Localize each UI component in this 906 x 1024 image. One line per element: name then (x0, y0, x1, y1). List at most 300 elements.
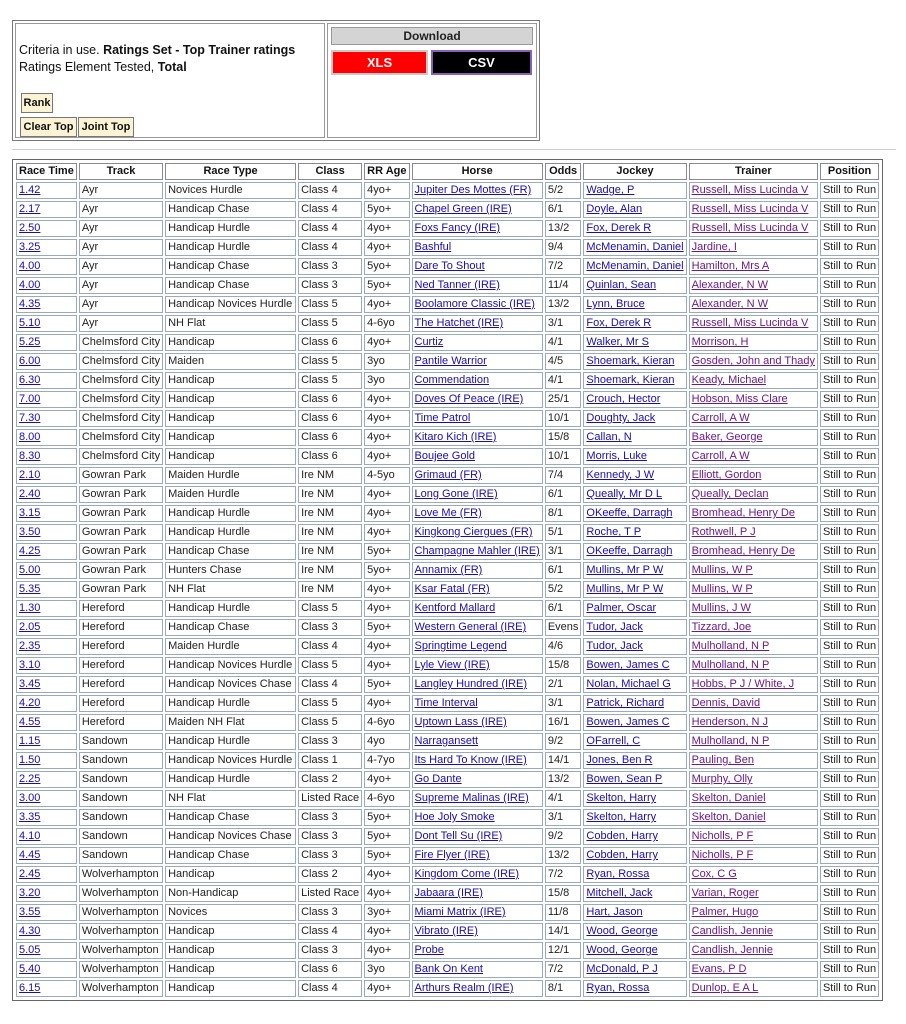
race-time-link[interactable]: 4.45 (16, 847, 77, 864)
horse-link[interactable]: Champagne Mahler (IRE) (412, 543, 543, 560)
jockey-link[interactable]: Bowen, Sean P (583, 771, 686, 788)
cell-rr-age: 4yo+ (364, 695, 409, 712)
trainer-link[interactable]: Queally, Declan (689, 486, 818, 503)
horse-link[interactable]: Kitaro Kich (IRE) (412, 429, 543, 446)
cell-race-type: Handicap Novices Hurdle (165, 752, 296, 769)
cell-class: Ire NM (298, 505, 362, 522)
cell-odds: 8/1 (545, 505, 582, 522)
jockey-link[interactable]: Wood, George (583, 942, 686, 959)
trainer-link[interactable]: Evans, P D (689, 961, 818, 978)
cell-position: Still to Run (820, 885, 879, 902)
jockey-link[interactable]: Jones, Ben R (583, 752, 686, 769)
table-row (16, 847, 879, 864)
jockey-link[interactable]: Shoemark, Kieran (583, 372, 686, 389)
race-time-link[interactable]: 2.17 (16, 201, 77, 218)
horse-link[interactable]: Pantile Warrior (412, 353, 543, 370)
race-time-link[interactable]: 4.20 (16, 695, 77, 712)
cell-odds: 14/1 (545, 923, 582, 940)
horse-link[interactable]: Kentford Mallard (412, 600, 543, 617)
cell-rr-age: 4yo (364, 733, 409, 750)
table-row (16, 790, 879, 807)
jockey-link[interactable]: Hart, Jason (583, 904, 686, 921)
race-time-link[interactable]: 5.10 (16, 315, 77, 332)
horse-link[interactable]: Grimaud (FR) (412, 467, 543, 484)
cell-track: Wolverhampton (79, 942, 163, 959)
table-row (16, 923, 879, 940)
trainer-link[interactable]: Mulholland, N P (689, 733, 818, 750)
cell-track: Sandown (79, 752, 163, 769)
trainer-link[interactable]: Gosden, John and Thady (689, 353, 818, 370)
trainer-link[interactable]: Skelton, Daniel (689, 790, 818, 807)
horse-link[interactable]: Dare To Shout (412, 258, 543, 275)
cell-race-type: Maiden NH Flat (165, 714, 296, 731)
table-row (16, 505, 879, 522)
ratings-set: Ratings Set - Top Trainer ratings (103, 43, 296, 57)
download-cell (327, 23, 537, 138)
race-time-link[interactable]: 2.35 (16, 638, 77, 655)
trainer-link[interactable]: Henderson, N J (689, 714, 818, 731)
horse-link[interactable]: Foxs Fancy (IRE) (412, 220, 543, 237)
cell-race-type: Handicap Chase (165, 809, 296, 826)
horse-link[interactable]: Annamix (FR) (412, 562, 543, 579)
race-time-link[interactable]: 5.00 (16, 562, 77, 579)
race-time-link[interactable]: 4.35 (16, 296, 77, 313)
trainer-link[interactable]: Jardine, I (689, 239, 818, 256)
cell-rr-age: 5yo+ (364, 543, 409, 560)
cell-position: Still to Run (820, 676, 879, 693)
jockey-link[interactable]: Doughty, Jack (583, 410, 686, 427)
trainer-link[interactable]: Dunlop, E A L (689, 980, 818, 997)
column-header-position: Position (820, 163, 879, 180)
cell-race-type: Handicap Novices Chase (165, 676, 296, 693)
cell-race-type: Handicap Hurdle (165, 524, 296, 541)
cell-rr-age: 4yo+ (364, 866, 409, 883)
trainer-link[interactable]: Russell, Miss Lucinda V (689, 182, 818, 199)
cell-rr-age: 3yo (364, 372, 409, 389)
table-row (16, 391, 879, 408)
trainer-link[interactable]: Baker, George (689, 429, 818, 446)
race-time-link[interactable]: 1.30 (16, 600, 77, 617)
cell-track: Hereford (79, 657, 163, 674)
jockey-link[interactable]: Ryan, Rossa (583, 866, 686, 883)
trainer-link[interactable]: Mullins, W P (689, 562, 818, 579)
cell-class: Listed Race (298, 885, 362, 902)
horse-link[interactable]: Supreme Malinas (IRE) (412, 790, 543, 807)
jockey-link[interactable]: McMenamin, Daniel (583, 258, 686, 275)
cell-class: Class 2 (298, 866, 362, 883)
race-time-link[interactable]: 1.42 (16, 182, 77, 199)
race-time-link[interactable]: 2.50 (16, 220, 77, 237)
table-row (16, 353, 879, 370)
trainer-link[interactable]: Bromhead, Henry De (689, 543, 818, 560)
trainer-link[interactable]: Alexander, N W (689, 277, 818, 294)
jockey-link[interactable]: Skelton, Harry (583, 809, 686, 826)
jockey-link[interactable]: Tudor, Jack (583, 619, 686, 636)
cell-class: Ire NM (298, 486, 362, 503)
race-time-link[interactable]: 7.30 (16, 410, 77, 427)
trainer-link[interactable]: Carroll, A W (689, 448, 818, 465)
cell-track: Hereford (79, 638, 163, 655)
jockey-link[interactable]: Ryan, Rossa (583, 980, 686, 997)
cell-odds: 11/8 (545, 904, 582, 921)
cell-position: Still to Run (820, 505, 879, 522)
cell-rr-age: 4yo+ (364, 410, 409, 427)
race-time-link[interactable]: 4.30 (16, 923, 77, 940)
horse-link[interactable]: Narragansett (412, 733, 543, 750)
cell-track: Hereford (79, 676, 163, 693)
horse-link[interactable]: Kingdom Come (IRE) (412, 866, 543, 883)
trainer-link[interactable]: Keady, Michael (689, 372, 818, 389)
cell-track: Wolverhampton (79, 885, 163, 902)
trainer-link[interactable]: Pauling, Ben (689, 752, 818, 769)
trainer-link[interactable]: Mulholland, N P (689, 638, 818, 655)
horse-link[interactable]: Lyle View (IRE) (412, 657, 543, 674)
rank-button[interactable]: Rank (21, 93, 53, 113)
trainer-link[interactable]: Dennis, David (689, 695, 818, 712)
trainer-link[interactable]: Skelton, Daniel (689, 809, 818, 826)
horse-link[interactable]: Uptown Lass (IRE) (412, 714, 543, 731)
jockey-link[interactable]: OFarrell, C (583, 733, 686, 750)
cell-position: Still to Run (820, 410, 879, 427)
trainer-link[interactable]: Palmer, Hugo (689, 904, 818, 921)
horse-link[interactable]: Chapel Green (IRE) (412, 201, 543, 218)
horse-link[interactable]: Miami Matrix (IRE) (412, 904, 543, 921)
race-time-link[interactable]: 6.00 (16, 353, 77, 370)
jockey-link[interactable]: Doyle, Alan (583, 201, 686, 218)
trainer-link[interactable]: Nicholls, P F (689, 828, 818, 845)
jockey-link[interactable]: Quinlan, Sean (583, 277, 686, 294)
trainer-link[interactable]: Candlish, Jennie (689, 942, 818, 959)
cell-position: Still to Run (820, 353, 879, 370)
jockey-link[interactable]: Roche, T P (583, 524, 686, 541)
trainer-link[interactable]: Morrison, H (689, 334, 818, 351)
cell-race-type: Handicap (165, 866, 296, 883)
cell-position: Still to Run (820, 391, 879, 408)
jockey-link[interactable]: Crouch, Hector (583, 391, 686, 408)
horse-link[interactable]: Probe (412, 942, 543, 959)
cell-rr-age: 4yo+ (364, 486, 409, 503)
horse-link[interactable]: Time Patrol (412, 410, 543, 427)
race-time-link[interactable]: 5.35 (16, 581, 77, 598)
cell-odds: 3/1 (545, 543, 582, 560)
table-row (16, 866, 879, 883)
trainer-link[interactable]: Candlish, Jennie (689, 923, 818, 940)
horse-link[interactable]: Long Gone (IRE) (412, 486, 543, 503)
trainer-link[interactable]: Hamilton, Mrs A (689, 258, 818, 275)
trainer-link[interactable]: Mullins, J W (689, 600, 818, 617)
horse-link[interactable]: Boujee Gold (412, 448, 543, 465)
cell-track: Chelmsford City (79, 410, 163, 427)
column-header-race-type: Race Type (165, 163, 296, 180)
jockey-link[interactable]: Queally, Mr D L (583, 486, 686, 503)
trainer-link[interactable]: Murphy, Olly (689, 771, 818, 788)
jockey-link[interactable]: Nolan, Michael G (583, 676, 686, 693)
jockey-link[interactable]: OKeeffe, Darragh (583, 543, 686, 560)
race-time-link[interactable]: 1.50 (16, 752, 77, 769)
cell-position: Still to Run (820, 448, 879, 465)
horse-link[interactable]: Love Me (FR) (412, 505, 543, 522)
table-row (16, 600, 879, 617)
race-time-link[interactable]: 5.40 (16, 961, 77, 978)
race-time-link[interactable]: 3.55 (16, 904, 77, 921)
horse-link[interactable]: The Hatchet (IRE) (412, 315, 543, 332)
jockey-link[interactable]: Patrick, Richard (583, 695, 686, 712)
horse-link[interactable]: Bashful (412, 239, 543, 256)
cell-class: Class 5 (298, 714, 362, 731)
horse-link[interactable]: Time Interval (412, 695, 543, 712)
jockey-link[interactable]: McMenamin, Daniel (583, 239, 686, 256)
cell-position: Still to Run (820, 600, 879, 617)
race-time-link[interactable]: 1.15 (16, 733, 77, 750)
race-time-link[interactable]: 4.25 (16, 543, 77, 560)
jockey-link[interactable]: Wood, George (583, 923, 686, 940)
horse-link[interactable]: Commendation (412, 372, 543, 389)
jockey-link[interactable]: Walker, Mr S (583, 334, 686, 351)
cell-class: Class 3 (298, 904, 362, 921)
trainer-link[interactable]: Russell, Miss Lucinda V (689, 220, 818, 237)
cell-rr-age: 4yo+ (364, 657, 409, 674)
trainer-link[interactable]: Varian, Roger (689, 885, 818, 902)
horse-link[interactable]: Jabaara (IRE) (412, 885, 543, 902)
race-time-link[interactable]: 2.05 (16, 619, 77, 636)
cell-odds: 15/8 (545, 429, 582, 446)
race-time-link[interactable]: 3.35 (16, 809, 77, 826)
cell-odds: 9/2 (545, 733, 582, 750)
cell-race-type: NH Flat (165, 581, 296, 598)
race-time-link[interactable]: 6.15 (16, 980, 77, 997)
race-time-link[interactable]: 7.00 (16, 391, 77, 408)
cell-odds: 6/1 (545, 562, 582, 579)
column-header-class: Class (298, 163, 362, 180)
xls-download-button[interactable]: XLS (331, 50, 428, 75)
cell-track: Wolverhampton (79, 904, 163, 921)
results-table (14, 161, 881, 999)
table-row (16, 220, 879, 237)
cell-rr-age: 3yo+ (364, 904, 409, 921)
cell-race-type: NH Flat (165, 790, 296, 807)
horse-link[interactable]: Dont Tell Su (IRE) (412, 828, 543, 845)
cell-track: Ayr (79, 296, 163, 313)
horse-link[interactable]: Jupiter Des Mottes (FR) (412, 182, 543, 199)
horse-link[interactable]: Its Hard To Know (IRE) (412, 752, 543, 769)
cell-class: Class 3 (298, 277, 362, 294)
cell-position: Still to Run (820, 904, 879, 921)
race-time-link[interactable]: 4.10 (16, 828, 77, 845)
cell-class: Class 5 (298, 657, 362, 674)
jockey-link[interactable]: Morris, Luke (583, 448, 686, 465)
horse-link[interactable]: Hoe Joly Smoke (412, 809, 543, 826)
cell-position: Still to Run (820, 828, 879, 845)
jockey-link[interactable]: Fox, Derek R (583, 220, 686, 237)
cell-race-type: Handicap (165, 334, 296, 351)
trainer-link[interactable]: Alexander, N W (689, 296, 818, 313)
race-time-link[interactable]: 3.20 (16, 885, 77, 902)
jockey-link[interactable]: Skelton, Harry (583, 790, 686, 807)
table-row (16, 828, 879, 845)
cell-odds: 13/2 (545, 296, 582, 313)
cell-class: Class 4 (298, 220, 362, 237)
cell-class: Class 5 (298, 600, 362, 617)
trainer-link[interactable]: Elliott, Gordon (689, 467, 818, 484)
cell-rr-age: 4yo+ (364, 296, 409, 313)
trainer-link[interactable]: Hobson, Miss Clare (689, 391, 818, 408)
jockey-link[interactable]: Cobden, Harry (583, 847, 686, 864)
race-time-link[interactable]: 2.25 (16, 771, 77, 788)
trainer-link[interactable]: Nicholls, P F (689, 847, 818, 864)
race-time-link[interactable]: 3.25 (16, 239, 77, 256)
horse-link[interactable]: Curtiz (412, 334, 543, 351)
jockey-link[interactable]: Kennedy, J W (583, 467, 686, 484)
divider (12, 149, 896, 150)
cell-rr-age: 4yo+ (364, 524, 409, 541)
cell-track: Sandown (79, 809, 163, 826)
race-time-link[interactable]: 3.00 (16, 790, 77, 807)
table-row (16, 486, 879, 503)
jockey-link[interactable]: Callan, N (583, 429, 686, 446)
horse-link[interactable]: Go Dante (412, 771, 543, 788)
race-time-link[interactable]: 3.50 (16, 524, 77, 541)
cell-odds: 9/2 (545, 828, 582, 845)
jockey-link[interactable]: Mullins, Mr P W (583, 562, 686, 579)
table-row (16, 885, 879, 902)
trainer-link[interactable]: Mulholland, N P (689, 657, 818, 674)
cell-odds: 16/1 (545, 714, 582, 731)
jockey-link[interactable]: Fox, Derek R (583, 315, 686, 332)
race-time-link[interactable]: 8.00 (16, 429, 77, 446)
cell-track: Ayr (79, 258, 163, 275)
jockey-link[interactable]: Palmer, Oscar (583, 600, 686, 617)
table-row (16, 942, 879, 959)
race-time-link[interactable]: 2.10 (16, 467, 77, 484)
cell-race-type: Handicap (165, 429, 296, 446)
trainer-link[interactable]: Mullins, W P (689, 581, 818, 598)
cell-class: Class 5 (298, 372, 362, 389)
cell-position: Still to Run (820, 961, 879, 978)
jockey-link[interactable]: Mitchell, Jack (583, 885, 686, 902)
jockey-link[interactable]: Wadge, P (583, 182, 686, 199)
horse-link[interactable]: Arthurs Realm (IRE) (412, 980, 543, 997)
table-row (16, 809, 879, 826)
cell-odds: 5/2 (545, 182, 582, 199)
jockey-link[interactable]: Cobden, Harry (583, 828, 686, 845)
cell-rr-age: 4yo+ (364, 429, 409, 446)
cell-rr-age: 5yo+ (364, 619, 409, 636)
race-time-link[interactable]: 2.45 (16, 866, 77, 883)
trainer-link[interactable]: Bromhead, Henry De (689, 505, 818, 522)
cell-track: Gowran Park (79, 581, 163, 598)
csv-download-button[interactable]: CSV (431, 50, 532, 75)
cell-odds: 7/2 (545, 258, 582, 275)
jockey-link[interactable]: Mullins, Mr P W (583, 581, 686, 598)
cell-class: Class 4 (298, 239, 362, 256)
table-row (16, 562, 879, 579)
trainer-link[interactable]: Hobbs, P J / White, J (689, 676, 818, 693)
race-time-link[interactable]: 4.55 (16, 714, 77, 731)
trainer-link[interactable]: Tizzard, Joe (689, 619, 818, 636)
cell-odds: 3/1 (545, 315, 582, 332)
jockey-link[interactable]: Bowen, James C (583, 657, 686, 674)
joint-top-button[interactable]: Joint Top (78, 117, 134, 137)
cell-race-type: Handicap Chase (165, 543, 296, 560)
cell-odds: 15/8 (545, 657, 582, 674)
cell-class: Class 4 (298, 201, 362, 218)
jockey-link[interactable]: Tudor, Jack (583, 638, 686, 655)
race-time-link[interactable]: 4.00 (16, 258, 77, 275)
horse-link[interactable]: Fire Flyer (IRE) (412, 847, 543, 864)
horse-link[interactable]: Kingkong Ciergues (FR) (412, 524, 543, 541)
horse-link[interactable]: Western General (IRE) (412, 619, 543, 636)
cell-odds: 14/1 (545, 752, 582, 769)
cell-race-type: Handicap Hurdle (165, 771, 296, 788)
table-row (16, 182, 879, 199)
jockey-link[interactable]: OKeeffe, Darragh (583, 505, 686, 522)
trainer-link[interactable]: Carroll, A W (689, 410, 818, 427)
column-header-rr-age: RR Age (364, 163, 409, 180)
cell-class: Class 4 (298, 182, 362, 199)
race-time-link[interactable]: 5.25 (16, 334, 77, 351)
jockey-link[interactable]: Bowen, James C (583, 714, 686, 731)
table-row (16, 581, 879, 598)
trainer-link[interactable]: Rothwell, P J (689, 524, 818, 541)
cell-race-type: Maiden Hurdle (165, 486, 296, 503)
race-time-link[interactable]: 6.30 (16, 372, 77, 389)
horse-link[interactable]: Bank On Kent (412, 961, 543, 978)
cell-rr-age: 4-6yo (364, 315, 409, 332)
race-time-link[interactable]: 5.05 (16, 942, 77, 959)
jockey-link[interactable]: Lynn, Bruce (583, 296, 686, 313)
race-time-link[interactable]: 4.00 (16, 277, 77, 294)
cell-position: Still to Run (820, 524, 879, 541)
trainer-link[interactable]: Russell, Miss Lucinda V (689, 315, 818, 332)
jockey-link[interactable]: Shoemark, Kieran (583, 353, 686, 370)
cell-odds: 13/2 (545, 847, 582, 864)
cell-race-type: Handicap Chase (165, 277, 296, 294)
table-header-row (16, 163, 879, 180)
table-row (16, 410, 879, 427)
race-time-link[interactable]: 2.40 (16, 486, 77, 503)
jockey-link[interactable]: McDonald, P J (583, 961, 686, 978)
cell-race-type: Hunters Chase (165, 562, 296, 579)
cell-track: Chelmsford City (79, 372, 163, 389)
horse-link[interactable]: Springtime Legend (412, 638, 543, 655)
trainer-link[interactable]: Cox, C G (689, 866, 818, 883)
horse-link[interactable]: Vibrato (IRE) (412, 923, 543, 940)
cell-race-type: Handicap Hurdle (165, 600, 296, 617)
horse-link[interactable]: Ned Tanner (IRE) (412, 277, 543, 294)
cell-track: Ayr (79, 201, 163, 218)
cell-class: Ire NM (298, 524, 362, 541)
race-time-link[interactable]: 3.45 (16, 676, 77, 693)
race-time-link[interactable]: 8.30 (16, 448, 77, 465)
horse-link[interactable]: Doves Of Peace (IRE) (412, 391, 543, 408)
race-time-link[interactable]: 3.15 (16, 505, 77, 522)
cell-position: Still to Run (820, 771, 879, 788)
cell-position: Still to Run (820, 581, 879, 598)
cell-position: Still to Run (820, 638, 879, 655)
cell-track: Gowran Park (79, 486, 163, 503)
horse-link[interactable]: Langley Hundred (IRE) (412, 676, 543, 693)
cell-rr-age: 5yo+ (364, 828, 409, 845)
column-header-track: Track (79, 163, 163, 180)
cell-track: Hereford (79, 695, 163, 712)
results-table-wrapper (12, 159, 883, 1001)
horse-link[interactable]: Boolamore Classic (IRE) (412, 296, 543, 313)
cell-odds: 13/2 (545, 220, 582, 237)
race-time-link[interactable]: 3.10 (16, 657, 77, 674)
horse-link[interactable]: Ksar Fatal (FR) (412, 581, 543, 598)
trainer-link[interactable]: Russell, Miss Lucinda V (689, 201, 818, 218)
clear-top-button[interactable]: Clear Top (20, 117, 77, 137)
